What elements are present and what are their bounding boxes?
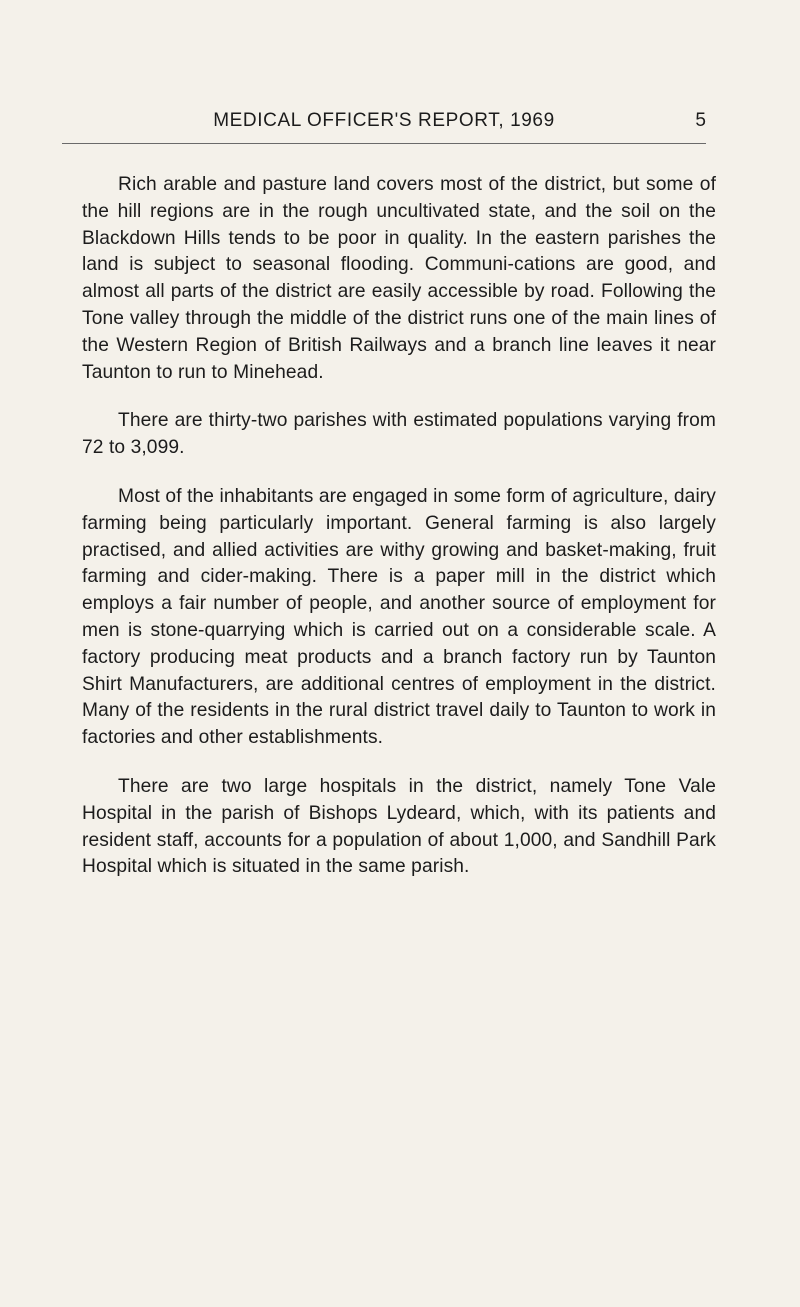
page-number: 5: [695, 110, 706, 131]
paragraph-land-communications: Rich arable and pasture land covers most of the district, but some of the hill regions are in the rough uncultivated state, and the soil on the Blackdown Hills tends to be poor in quality. In the eastern parishes the land is subject to seasonal flooding. Communi-cations are good, and almost all parts of the district are easily accessible by road. Following the Tone valley through the middle of the district runs one of the main lines of the Western Region of British Railways and a branch line leaves it near Taunton to run to Minehead.: [82, 174, 716, 383]
paragraph-parishes: There are thirty-two parishes with estimated populations varying from 72 to 3,099.: [82, 410, 716, 459]
paragraph-employment: Most of the inhabitants are engaged in some form of agriculture, dairy farming being particularly important. General farming is also largely practised, and allied activities are withy growing and basket-making, fruit farming and cider-making. There is a paper mill in the district which employs a fair number of people, and another source of employment for men is stone-quarrying which is carried out on a considerable scale. A factory producing meat products and a branch factory run by Taunton Shirt Manufacturers, are additional centres of employment in the district. Many of the residents in the rural district travel daily to Taunton to work in factories and other establishments.: [82, 485, 716, 749]
paragraph-hospitals: There are two large hospitals in the district, namely Tone Vale Hospital in the parish of Bishops Lydeard, which, with its patients and resident staff, accounts for a population of about 1,000, and Sandhill Park Hospital which is situated in the same parish.: [82, 775, 716, 878]
body-text: [82, 172, 716, 903]
header-rule: [62, 143, 706, 144]
page-header: [62, 108, 706, 138]
report-title: MEDICAL OFFICER'S REPORT, 1969: [213, 110, 555, 131]
